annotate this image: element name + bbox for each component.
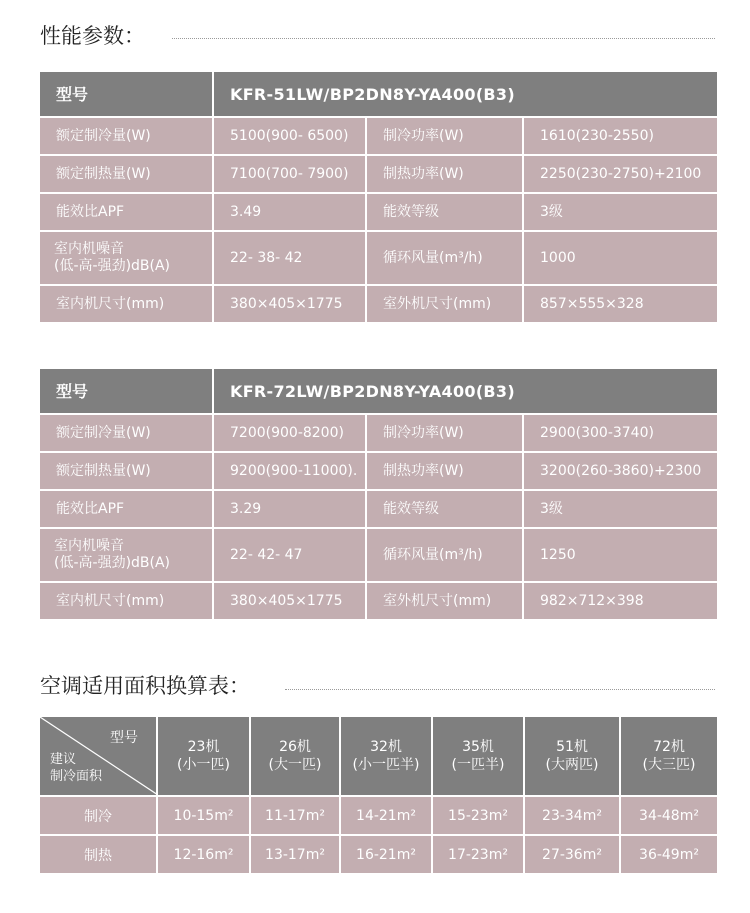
column-header (157, 716, 250, 796)
spec-header-row (39, 71, 718, 117)
spec-label: 室内机噪音 (低-高-强劲)dB(A) (39, 231, 213, 285)
spec-row (39, 193, 718, 231)
spec-label: 循环风量(m³/h) (366, 528, 523, 582)
column-header (524, 716, 620, 796)
spec-row (39, 117, 718, 155)
column-header-line1: 32机 (370, 739, 402, 755)
spec-label: 制冷功率(W) (366, 117, 523, 155)
column-header-line1: 35机 (462, 739, 494, 755)
area-value: 17-23m² (432, 835, 524, 874)
spec-value: 9200(900-11000). (213, 452, 366, 490)
spec-value: 3200(260-3860)+2300 (523, 452, 718, 490)
spec-row (39, 155, 718, 193)
model-value: KFR-51LW/BP2DN8Y-YA400(B3) (213, 71, 718, 117)
area-value: 27-36m² (524, 835, 620, 874)
area-value: 11-17m² (250, 796, 340, 835)
title-divider (172, 38, 715, 39)
spec-value: 1250 (523, 528, 718, 582)
column-header-line1: 72机 (653, 739, 685, 755)
spec-header-row (39, 368, 718, 414)
column-header (340, 716, 432, 796)
column-header-line2: (大三匹) (642, 757, 696, 773)
spec-label: 制热功率(W) (366, 155, 523, 193)
spec-value: 5100(900- 6500) (213, 117, 366, 155)
spec-label: 室内机尺寸(mm) (39, 285, 213, 323)
area-value: 36-49m² (620, 835, 718, 874)
area-value: 10-15m² (157, 796, 250, 835)
column-header-line1: 23机 (187, 739, 220, 755)
spec-label: 室内机尺寸(mm) (39, 582, 213, 620)
spec-value: 22- 42- 47 (213, 528, 366, 582)
spec-label: 额定制热量(W) (39, 452, 213, 490)
spec-value: 380×405×1775 (213, 582, 366, 620)
spec-value: 2250(230-2750)+2100 (523, 155, 718, 193)
spec-value: 380×405×1775 (213, 285, 366, 323)
spec-value: 3级 (523, 490, 718, 528)
spec-label: 能效等级 (366, 193, 523, 231)
area-row-label: 制冷 (39, 796, 157, 835)
corner-bottom-line2: 制冷面积 (50, 769, 103, 784)
area-value: 12-16m² (157, 835, 250, 874)
column-header-line2: (小一匹半) (352, 757, 420, 773)
spec-table-72 (38, 367, 719, 621)
spec-row (39, 452, 718, 490)
area-row (39, 835, 718, 874)
column-header (620, 716, 718, 796)
spec-row (39, 285, 718, 323)
area-value: 16-21m² (340, 835, 432, 874)
column-header (432, 716, 524, 796)
column-header-line2: (一匹半) (451, 757, 505, 773)
spec-label: 循环风量(m³/h) (366, 231, 523, 285)
area-row (39, 796, 718, 835)
spec-value: 1000 (523, 231, 718, 285)
area-value: 14-21m² (340, 796, 432, 835)
model-value: KFR-72LW/BP2DN8Y-YA400(B3) (213, 368, 718, 414)
spec-row (39, 231, 718, 285)
section-title-area: 空调适用面积换算表： (40, 674, 250, 698)
spec-label: 制冷功率(W) (366, 414, 523, 452)
area-value: 15-23m² (432, 796, 524, 835)
corner-cell (39, 716, 157, 796)
area-table (38, 715, 719, 875)
spec-value: 3级 (523, 193, 718, 231)
spec-value: 982×712×398 (523, 582, 718, 620)
spec-label: 额定制热量(W) (39, 155, 213, 193)
spec-value: 857×555×328 (523, 285, 718, 323)
spec-row (39, 414, 718, 452)
spec-table-51 (38, 70, 719, 324)
area-value: 23-34m² (524, 796, 620, 835)
spec-row (39, 490, 718, 528)
spec-value: 3.49 (213, 193, 366, 231)
section-title-performance: 性能参数： (40, 24, 145, 48)
spec-value: 7100(700- 7900) (213, 155, 366, 193)
spec-label: 能效比APF (39, 490, 213, 528)
spec-label: 额定制冷量(W) (39, 414, 213, 452)
area-value: 34-48m² (620, 796, 718, 835)
spec-label: 额定制冷量(W) (39, 117, 213, 155)
spec-value: 2900(300-3740) (523, 414, 718, 452)
column-header-line2: (大两匹) (545, 757, 599, 773)
spec-value: 7200(900-8200) (213, 414, 366, 452)
spec-value: 1610(230-2550) (523, 117, 718, 155)
spec-label: 室内机噪音 (低-高-强劲)dB(A) (39, 528, 213, 582)
spec-value: 3.29 (213, 490, 366, 528)
column-header-line1: 51机 (556, 739, 588, 755)
column-header-line1: 26机 (279, 739, 311, 755)
column-header (250, 716, 340, 796)
spec-label: 室外机尺寸(mm) (366, 582, 523, 620)
spec-label: 室外机尺寸(mm) (366, 285, 523, 323)
title-divider (285, 689, 715, 690)
column-header-line2: (大一匹) (268, 757, 322, 773)
spec-label: 制热功率(W) (366, 452, 523, 490)
spec-row (39, 528, 718, 582)
corner-bottom-line1: 建议 (50, 752, 77, 767)
model-label: 型号 (39, 71, 213, 117)
spec-label: 能效等级 (366, 490, 523, 528)
corner-bottom-label (50, 751, 102, 785)
model-label: 型号 (39, 368, 213, 414)
spec-row (39, 582, 718, 620)
spec-label: 能效比APF (39, 193, 213, 231)
corner-top-label: 型号 (110, 730, 138, 746)
spec-value: 22- 38- 42 (213, 231, 366, 285)
area-header-row (39, 716, 718, 796)
area-value: 13-17m² (250, 835, 340, 874)
column-header-line2: (小一匹) (177, 757, 230, 773)
area-row-label: 制热 (39, 835, 157, 874)
